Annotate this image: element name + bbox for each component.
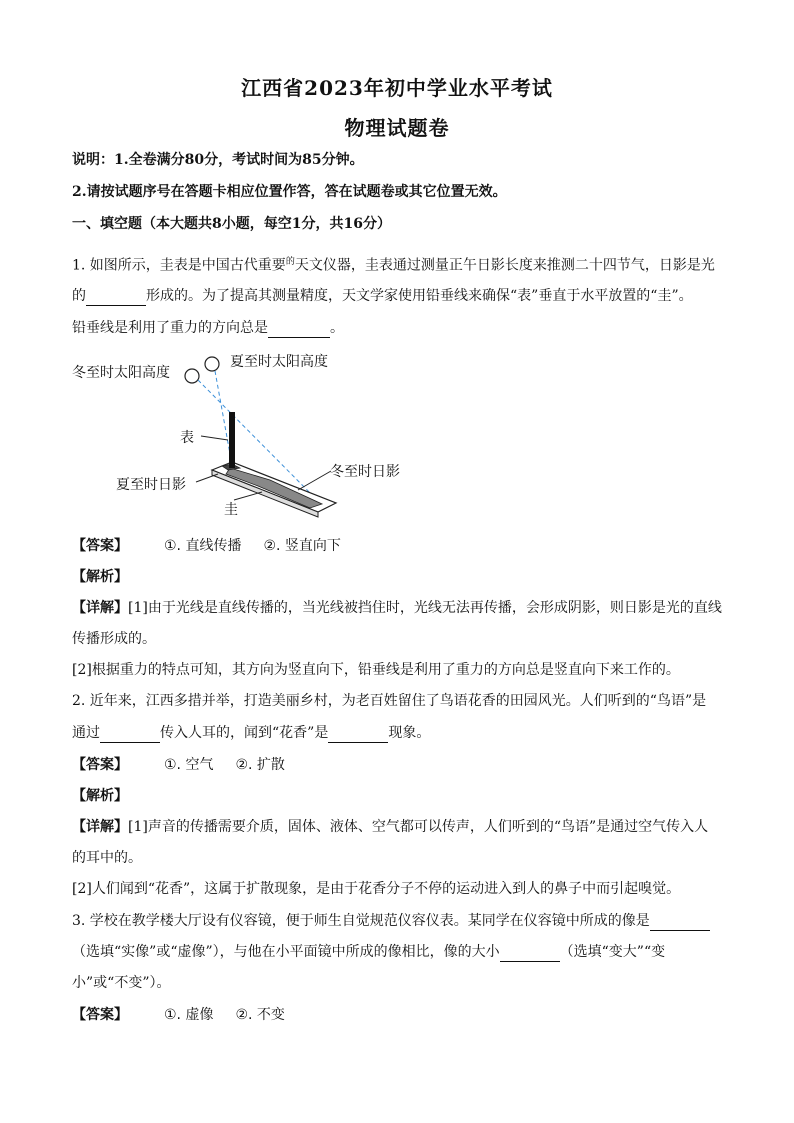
answer-blank[interactable] xyxy=(500,946,560,962)
section-heading: 一、填空题（本大题共8小题，每空1分，共16分） xyxy=(72,216,391,232)
q2-line-2 xyxy=(72,723,722,743)
q1-answer xyxy=(72,536,722,556)
summer-shadow-pointer xyxy=(196,474,218,482)
q3-answer xyxy=(72,1005,722,1025)
instruction-line-2: 2.请按试题序号在答题卡相应位置作答，答在试题卷或其它位置无效。 xyxy=(72,184,507,200)
q1-text: 的 xyxy=(72,288,86,304)
answer-item: ①. 空气 xyxy=(164,757,214,773)
gnomon-figure xyxy=(0,0,794,540)
q2-analysis-tag: 【解析】 xyxy=(72,788,128,804)
answer-tag: 【答案】 xyxy=(72,1007,128,1023)
detail-text: [1]由于光线是直线传播的，当光线被挡住时，光线无法再传播，会形成阴影，则日影是光的直线 xyxy=(128,600,722,616)
biao-pointer xyxy=(201,436,228,440)
gui-label: 圭 xyxy=(224,502,238,518)
q2-text: 现象。 xyxy=(388,725,431,741)
gui-pointer xyxy=(234,492,262,500)
answer-tag: 【答案】 xyxy=(72,538,128,554)
answer-blank[interactable] xyxy=(650,915,710,931)
q1-detail-line-3: [2]根据重力的特点可知，其方向为竖直向下，铅垂线是利用了重力的方向总是竖直向下来工作的。 xyxy=(72,662,680,678)
answer-item: ②. 扩散 xyxy=(235,757,285,773)
biao-pole xyxy=(229,412,235,468)
winter-shadow-pointer xyxy=(298,471,331,490)
answer-item: ②. 竖直向下 xyxy=(263,538,341,554)
q2-text: 传入人耳的，闻到“花香”是 xyxy=(160,725,329,741)
biao-label: 表 xyxy=(180,430,194,446)
q1-text: 铅垂线是利用了重力的方向总是 xyxy=(72,320,268,336)
answer-item: ①. 直线传播 xyxy=(164,538,242,554)
q2-detail-line-2: 的耳中的。 xyxy=(72,850,142,866)
q2-detail-line-1 xyxy=(72,817,722,837)
answer-item: ②. 不变 xyxy=(235,1007,285,1023)
q3-line-3: 小”或“不变”）。 xyxy=(72,975,171,991)
exam-title: 江西省2023年初中学业水平考试 xyxy=(241,76,553,100)
q3-text: 3. 学校在教学楼大厅设有仪容镜，便于师生自觉规范仪容仪表。某同学在仪容镜中所成的像是 xyxy=(72,913,650,929)
q2-detail-line-3: [2]人们闻到“花香”，这属于扩散现象，是由于花香分子不停的运动进入到人的鼻子中而引起嗅觉。 xyxy=(72,881,681,897)
detail-tag: 【详解】 xyxy=(72,819,128,835)
summer-sun-label: 夏至时太阳高度 xyxy=(230,354,328,370)
q3-line-1 xyxy=(72,911,722,931)
winter-sun-label: 冬至时太阳高度 xyxy=(72,365,170,381)
summer-sun-icon xyxy=(205,357,219,371)
exam-subtitle: 物理试题卷 xyxy=(344,116,450,140)
summer-shadow-label: 夏至时日影 xyxy=(116,477,186,493)
answer-item: ①. 虚像 xyxy=(164,1007,214,1023)
q1-detail-line-2: 传播形成的。 xyxy=(72,631,156,647)
winter-shadow xyxy=(226,468,322,508)
q2-line-1: 2. 近年来，江西多措并举，打造美丽乡村，为老百姓留住了鸟语花香的田园风光。人们听到的“鸟语”是 xyxy=(72,693,707,709)
q1-text: 1. 如图所示，圭表是中国古代重要 xyxy=(72,257,286,274)
q2-answer xyxy=(72,755,722,775)
instruction-line-1: 说明：1.全卷满分80分，考试时间为85分钟。 xyxy=(72,152,364,168)
q2-text: 通过 xyxy=(72,725,100,741)
q1-text: 形成的。为了提高其测量精度，天文学家使用铅垂线来确保“表”垂直于水平放置的“圭”。 xyxy=(146,288,693,304)
q3-text: （选填“实像”或“虚像”），与他在小平面镜中所成的像相比，像的大小 xyxy=(72,944,500,960)
q1-detail-line-1 xyxy=(72,598,722,618)
answer-blank[interactable] xyxy=(100,727,160,743)
winter-shadow-label: 冬至时日影 xyxy=(330,464,400,480)
q3-text: （选填“变大”“变 xyxy=(559,944,666,960)
q3-line-2 xyxy=(72,942,722,962)
q1-analysis-tag: 【解析】 xyxy=(72,569,128,585)
q1-sup-char: 的 xyxy=(285,257,295,267)
winter-sun-icon xyxy=(185,369,199,383)
detail-tag: 【详解】 xyxy=(72,600,128,616)
answer-blank[interactable] xyxy=(328,727,388,743)
q1-text: 天文仪器，圭表通过测量正午日影长度来推测二十四节气，日影是光 xyxy=(294,257,715,274)
answer-tag: 【答案】 xyxy=(72,757,128,773)
detail-text: [1]声音的传播需要介质，固体、液体、空气都可以传声，人们听到的“鸟语”是通过空气传入人 xyxy=(128,819,709,835)
q1-text: 。 xyxy=(330,320,344,336)
